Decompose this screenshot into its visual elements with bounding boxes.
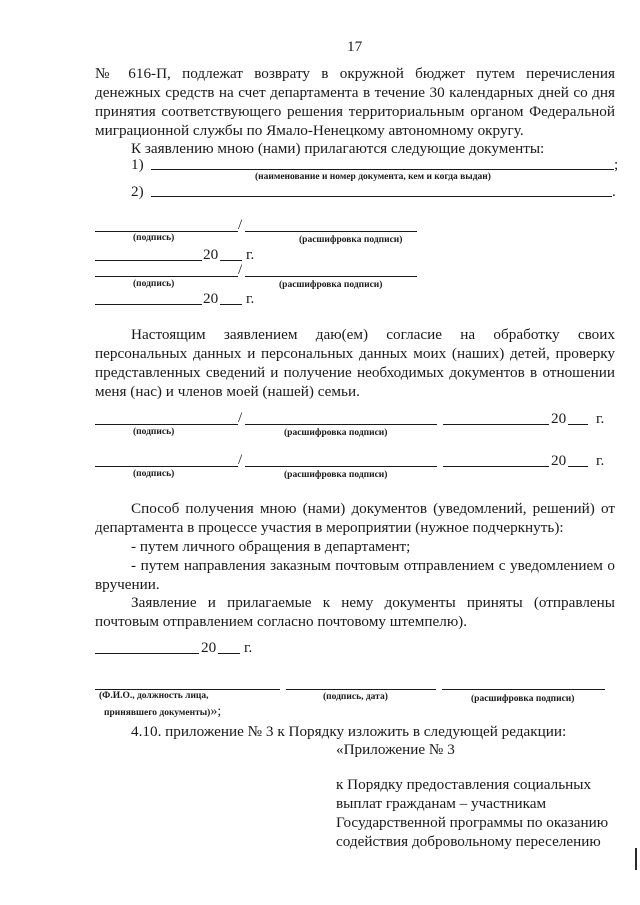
decryption-line: [245, 231, 417, 232]
appendix-line: Государственной программы по оказанию: [336, 814, 609, 831]
method-option: - путем личного обращения в департамент;: [131, 538, 411, 555]
year-prefix: 20: [203, 290, 219, 307]
attachment-item-number: 1): [131, 156, 144, 173]
scan-edge-mark: [635, 848, 637, 870]
year-prefix: 20: [201, 639, 217, 656]
date-line: [443, 466, 549, 467]
signature-caption: (подпись): [133, 233, 175, 243]
official-signature-line: [286, 689, 436, 690]
method-line: Способ получения мною (нами) документов (уведомлений, решений) от: [131, 500, 615, 517]
attachment-item-end: ;: [614, 156, 619, 173]
year-line: [568, 466, 588, 467]
year-suffix: г.: [596, 452, 605, 469]
signature-caption: (подпись): [133, 427, 175, 437]
decryption-line: [245, 276, 417, 277]
date-line: [95, 304, 202, 305]
consent-line: Настоящим заявлением даю(ем) согласие на обработку своих: [131, 326, 615, 343]
attachment-2-line: [151, 196, 612, 197]
slash: /: [238, 409, 243, 426]
item-4-10: 4.10. приложение № 3 к Порядку изложить в следующей редакции:: [131, 723, 567, 740]
accepted-line: почтовым отправлением согласно почтовому штемпелю).: [95, 613, 468, 630]
consent-line: меня (нас) и членов моей (нашей) семьи.: [95, 383, 360, 400]
slash: /: [238, 451, 243, 468]
attachment-item-number: 2): [131, 183, 144, 200]
official-caption: (расшифровка подписи): [471, 694, 575, 704]
official-name-line: [95, 689, 280, 690]
date-line: [95, 653, 199, 654]
year-suffix: г.: [246, 246, 255, 263]
year-suffix: г.: [596, 410, 605, 427]
page-number: 17: [347, 38, 363, 55]
attachments-heading: К заявлению мною (нами) прилагаются следующие документы:: [131, 140, 545, 157]
official-caption-end: »;: [210, 704, 222, 719]
signature-line: [95, 276, 238, 277]
method-option: - путем направления заказным почтовым отправлением с уведомлением о: [131, 557, 615, 574]
date-line: [443, 424, 549, 425]
signature-line: [95, 424, 238, 425]
appendix-line: к Порядку предоставления социальных: [336, 776, 592, 793]
date-line: [95, 260, 202, 261]
signature-line: [95, 231, 238, 232]
consent-line: представленных сведений и получение необходимых документов в отношении: [95, 364, 615, 381]
attachment-1-line: [151, 169, 614, 170]
consent-line: персональных данных и персональных данных моих (наших) детей, проверку: [95, 345, 615, 362]
official-caption: (подпись, дата): [323, 692, 388, 702]
signature-caption: (подпись): [133, 279, 175, 289]
year-prefix: 20: [203, 246, 219, 263]
official-caption: [104, 706, 221, 719]
slash: /: [238, 216, 243, 233]
attachment-item-end: .: [612, 183, 616, 200]
appendix-line: выплат гражданам – участникам: [336, 795, 547, 812]
slash: /: [238, 261, 243, 278]
year-suffix: г.: [244, 639, 253, 656]
method-option: вручении.: [95, 576, 160, 593]
attachment-caption: (наименование и номер документа, кем и когда выдан): [255, 172, 491, 182]
paragraph-line: принятия соответствующего решения территориальным органом Федеральной: [95, 103, 615, 120]
decryption-line: [245, 424, 437, 425]
decryption-line: [245, 466, 437, 467]
method-line: департамента в процессе участия в мероприятии (нужное подчеркнуть):: [95, 519, 564, 536]
decryption-caption: (расшифровка подписи): [284, 428, 388, 438]
paragraph-line: миграционной службы по Ямало-Ненецкому автономному округу.: [95, 122, 524, 139]
year-prefix: 20: [551, 452, 567, 469]
year-line: [568, 424, 588, 425]
official-caption: (Ф.И.О., должность лица,: [99, 691, 209, 701]
paragraph-line: № 616-П, подлежат возврату в окружной бюджет путем перечисления: [95, 65, 615, 82]
year-prefix: 20: [551, 410, 567, 427]
decryption-caption: (расшифровка подписи): [279, 280, 383, 290]
year-line: [218, 653, 240, 654]
year-suffix: г.: [246, 290, 255, 307]
decryption-caption: (расшифровка подписи): [284, 470, 388, 480]
paragraph-line: денежных средств на счет департамента в течение 30 календарных дней со дня: [95, 84, 615, 101]
official-decryption-line: [442, 689, 605, 690]
appendix-line: содействия добровольному переселению: [336, 833, 601, 850]
signature-line: [95, 466, 238, 467]
appendix-title: «Приложение № 3: [336, 741, 455, 758]
accepted-line: Заявление и прилагаемые к нему документы приняты (отправлены: [131, 594, 615, 611]
year-line: [220, 304, 242, 305]
official-caption-text: принявшего документы): [104, 708, 211, 718]
signature-caption: (подпись): [133, 469, 175, 479]
decryption-caption: (расшифровка подписи): [299, 235, 403, 245]
